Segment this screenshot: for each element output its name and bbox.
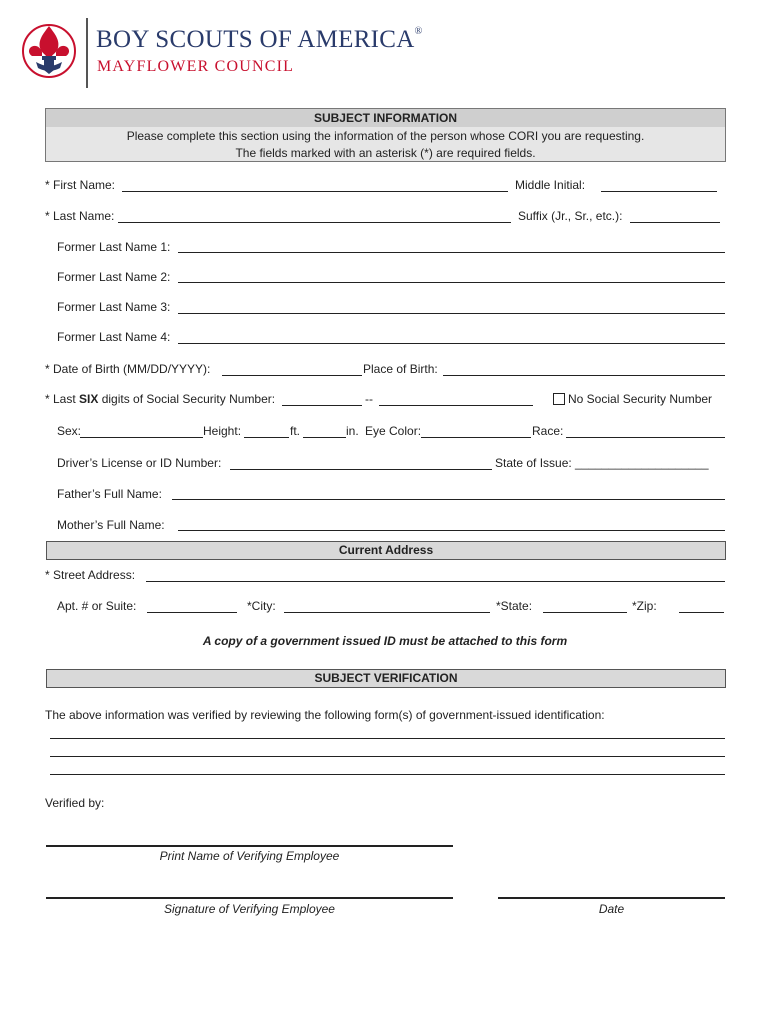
former-last-name-1-field[interactable] xyxy=(178,252,725,253)
first-name-field[interactable] xyxy=(122,191,508,192)
street-address-field[interactable] xyxy=(146,581,725,582)
inches-unit-label: in. xyxy=(346,424,359,438)
mother-name-label: Mother’s Full Name: xyxy=(57,518,165,532)
subject-information-title: SUBJECT INFORMATION xyxy=(313,111,458,125)
org-name: BOY SCOUTS OF AMERICA® xyxy=(96,26,423,53)
instruction-text-2: The fields marked with an asterisk (*) are required fields. xyxy=(235,146,536,160)
former-last-name-1-label: Former Last Name 1: xyxy=(57,240,171,254)
sex-label: Sex: xyxy=(57,424,82,438)
sex-field[interactable] xyxy=(80,437,203,438)
street-address-label: * Street Address: xyxy=(45,568,136,582)
state-field[interactable] xyxy=(543,612,627,613)
subject-information-header xyxy=(45,108,726,162)
state-of-issue-label[interactable]: State of Issue: ____________________ xyxy=(495,456,709,470)
last-name-field[interactable] xyxy=(118,222,511,223)
dob-label: * Date of Birth (MM/DD/YYYY): xyxy=(45,362,211,376)
print-name-caption: Print Name of Verifying Employee xyxy=(159,849,340,863)
date-caption: Date xyxy=(598,902,625,916)
mother-name-field[interactable] xyxy=(178,530,725,531)
suffix-label: Suffix (Jr., Sr., etc.): xyxy=(518,209,623,223)
license-field[interactable] xyxy=(230,469,492,470)
state-label: *State: xyxy=(496,599,533,613)
zip-label: *Zip: xyxy=(632,599,657,613)
ssn-label-six: SIX xyxy=(79,392,99,406)
ssn-label-prefix: * Last xyxy=(45,392,80,406)
verification-id-line-2[interactable] xyxy=(50,756,725,757)
current-address-header: Current Address xyxy=(46,541,726,560)
signature-caption: Signature of Verifying Employee xyxy=(164,902,335,916)
bsa-logo xyxy=(20,18,78,84)
id-attachment-notice: A copy of a government issued ID must be attached to this form xyxy=(202,634,568,648)
eye-color-field[interactable] xyxy=(421,437,531,438)
eye-color-label: Eye Color: xyxy=(365,424,422,438)
instruction-text-1: Please complete this section using the information of the person whose CORI you are requesting. xyxy=(126,129,645,143)
signature-field[interactable] xyxy=(46,897,453,899)
council-name: MAYFLOWER COUNCIL xyxy=(97,58,295,75)
date-field[interactable] xyxy=(498,897,725,899)
no-ssn-checkbox[interactable] xyxy=(553,393,565,405)
verified-by-label: Verified by: xyxy=(45,796,105,810)
former-last-name-4-field[interactable] xyxy=(178,343,725,344)
ssn-field-part-1[interactable] xyxy=(282,405,362,406)
city-label: *City: xyxy=(247,599,276,613)
former-last-name-3-field[interactable] xyxy=(178,313,725,314)
city-field[interactable] xyxy=(284,612,490,613)
print-name-field[interactable] xyxy=(46,845,453,847)
ssn-separator: -- xyxy=(365,392,373,406)
verification-id-line-3[interactable] xyxy=(50,774,725,775)
father-name-label: Father’s Full Name: xyxy=(57,487,162,501)
former-last-name-2-field[interactable] xyxy=(178,282,725,283)
verification-id-line-1[interactable] xyxy=(50,738,725,739)
former-last-name-3-label: Former Last Name 3: xyxy=(57,300,171,314)
license-label: Driver’s License or ID Number: xyxy=(57,456,222,470)
former-last-name-2-label: Former Last Name 2: xyxy=(57,270,171,284)
first-name-label: * First Name: xyxy=(45,178,116,192)
height-feet-field[interactable] xyxy=(244,437,289,438)
race-label: Race: xyxy=(532,424,564,438)
dob-field[interactable] xyxy=(222,375,362,376)
ssn-label xyxy=(45,392,275,406)
place-of-birth-field[interactable] xyxy=(443,375,725,376)
apt-suite-field[interactable] xyxy=(147,612,237,613)
height-inches-field[interactable] xyxy=(303,437,346,438)
place-of-birth-label: Place of Birth: xyxy=(363,362,438,376)
subject-verification-header: SUBJECT VERIFICATION xyxy=(46,669,726,688)
ssn-label-suffix: digits of Social Security Number: xyxy=(98,392,276,406)
former-last-name-4-label: Former Last Name 4: xyxy=(57,330,171,344)
race-field[interactable] xyxy=(566,437,725,438)
suffix-field[interactable] xyxy=(630,222,720,223)
apt-suite-label: Apt. # or Suite: xyxy=(57,599,137,613)
last-name-label: * Last Name: xyxy=(45,209,115,223)
verification-text: The above information was verified by reviewing the following form(s) of government-issued identification: xyxy=(45,708,605,722)
middle-initial-field[interactable] xyxy=(601,191,717,192)
feet-unit-label: ft. xyxy=(290,424,301,438)
height-label: Height: xyxy=(203,424,242,438)
no-ssn-label: No Social Security Number xyxy=(568,392,713,406)
header-divider xyxy=(86,18,88,88)
middle-initial-label: Middle Initial: xyxy=(515,178,586,192)
father-name-field[interactable] xyxy=(172,499,725,500)
ssn-field-part-2[interactable] xyxy=(379,405,533,406)
zip-field[interactable] xyxy=(679,612,724,613)
